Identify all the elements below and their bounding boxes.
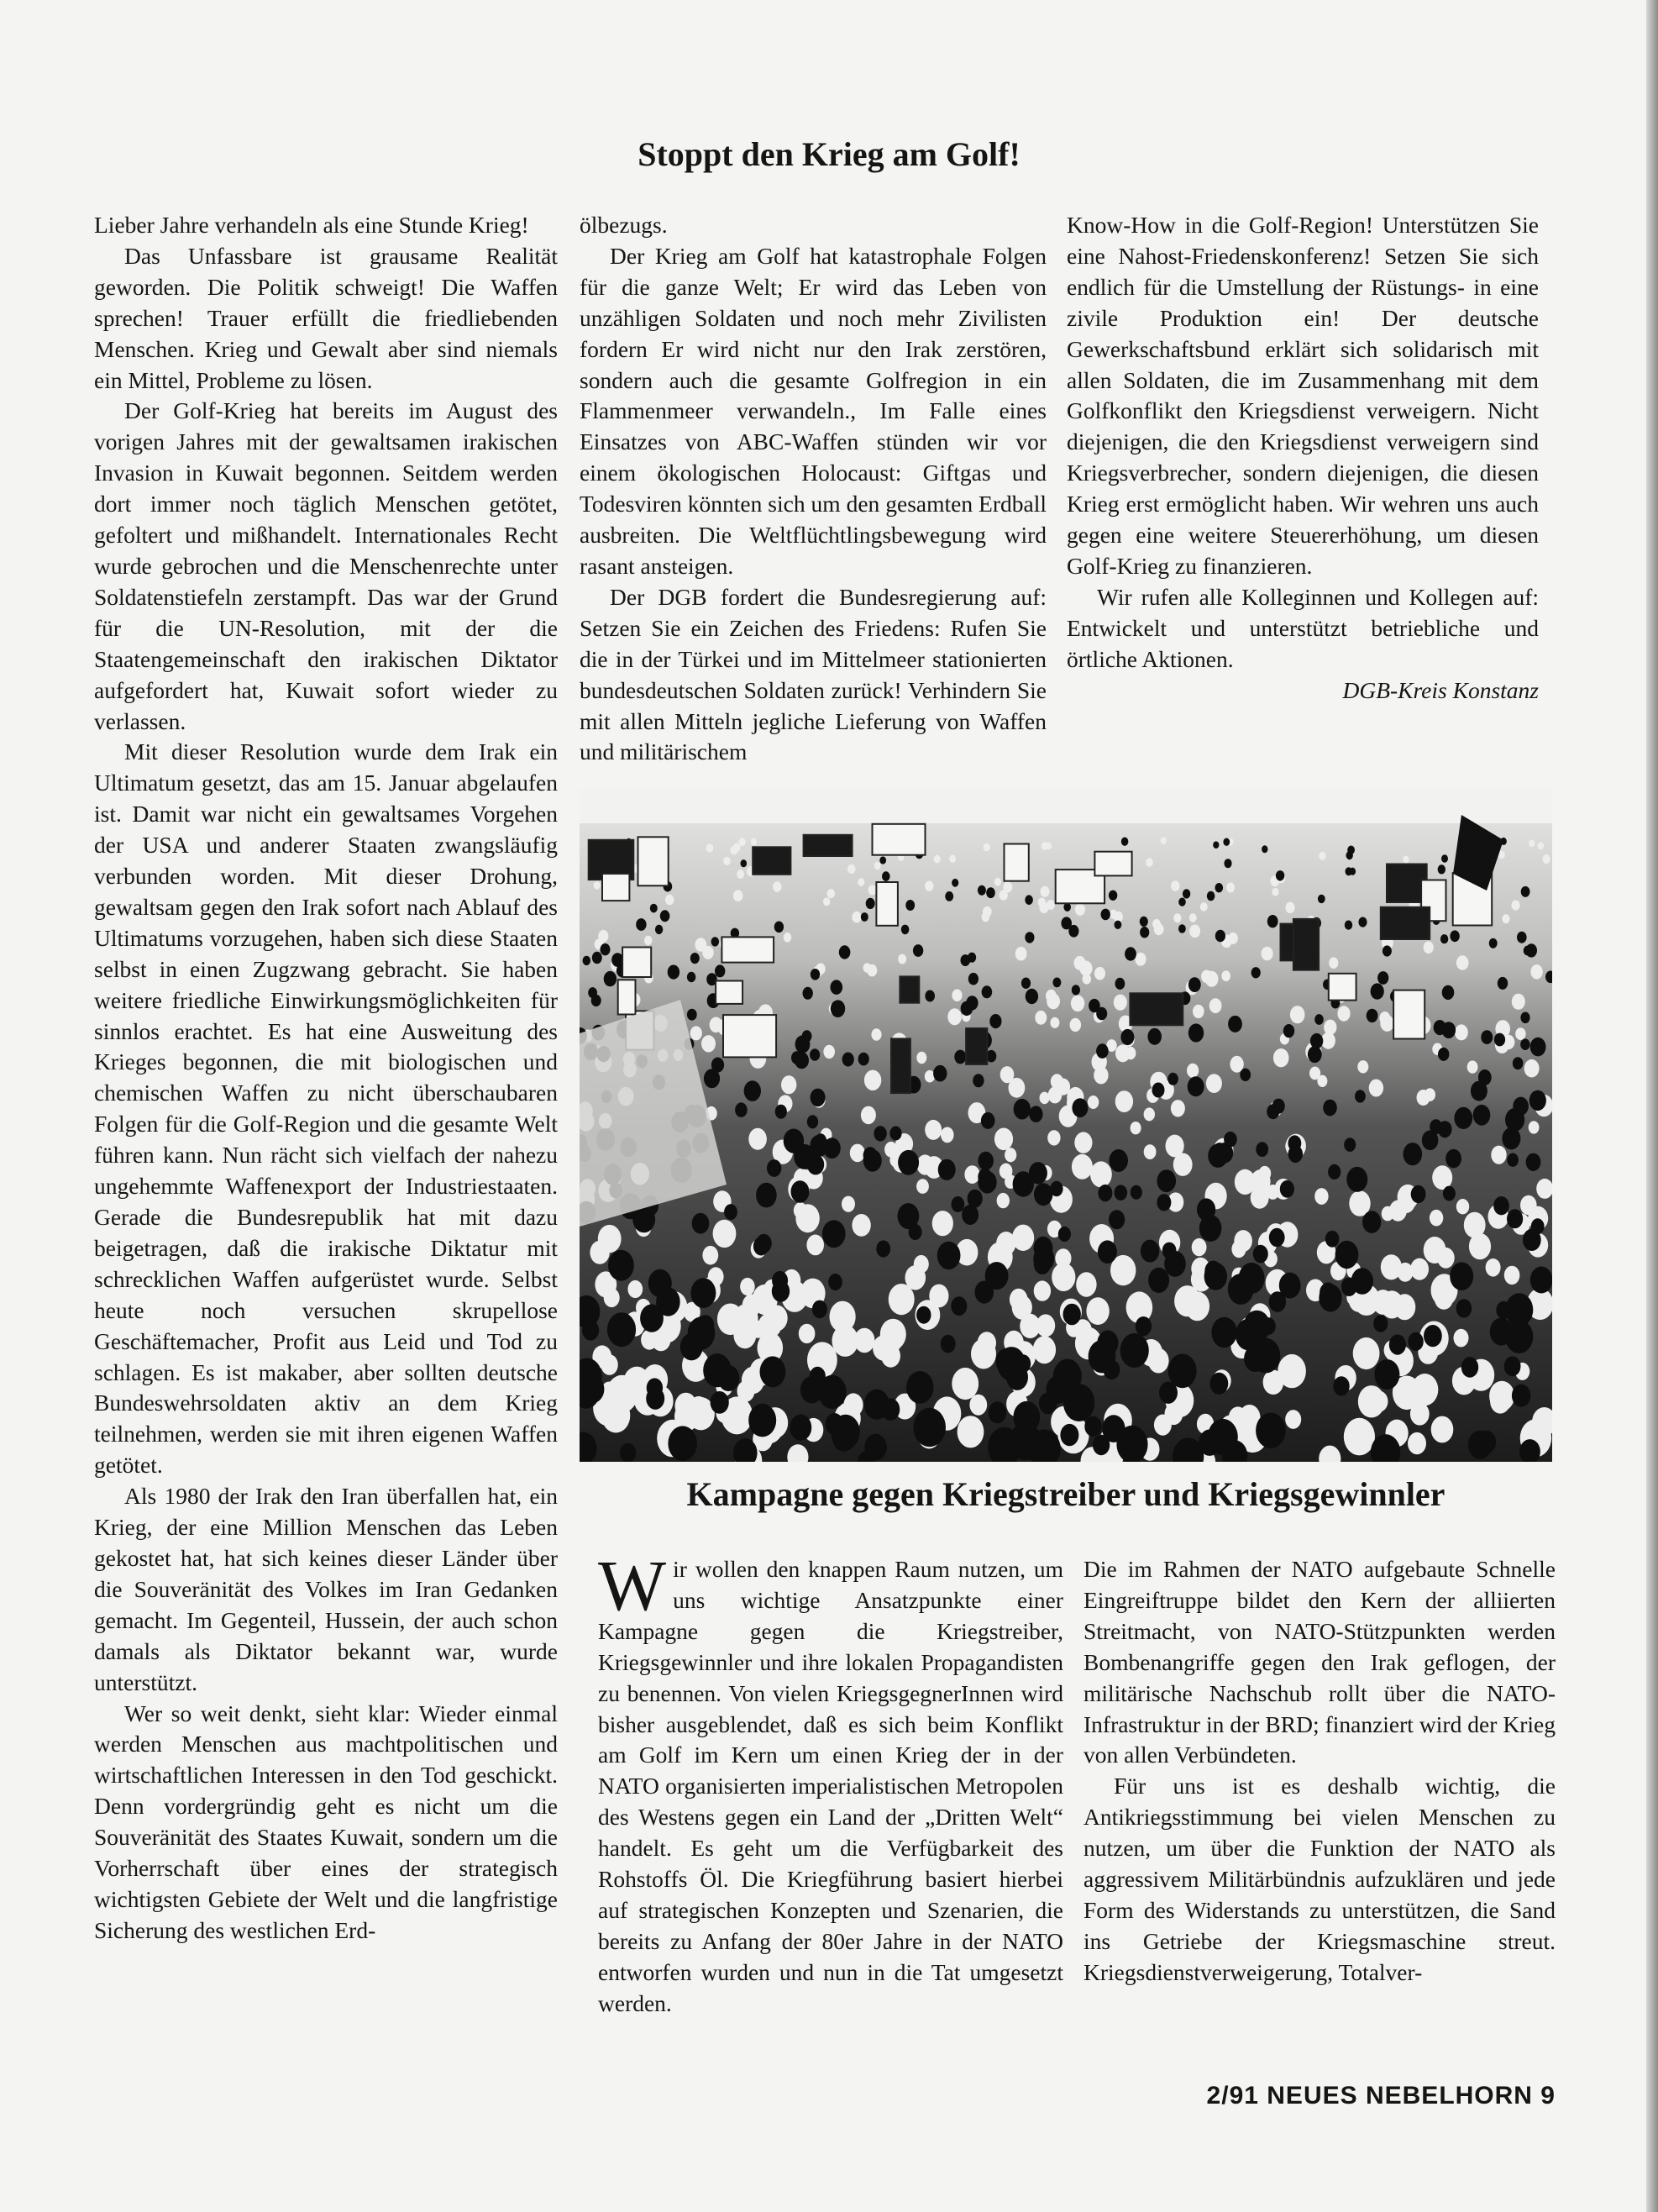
paragraph: Als 1980 der Irak den Iran überfallen hat, ein Krieg, der eine Million Menschen das Leben gekostet hat, hat sich keines dieser Länder über die Souveränität des Volkes im Iran Gedanken gemacht. Im Gegenteil, Hussein, der auch schon damals als Diktator bekannt war, wurde unterstützt. bbox=[94, 1483, 558, 1695]
paragraph: Wir rufen alle Kolleginnen und Kollegen auf: Entwickelt und unterstützt betriebliche und örtliche Aktionen. bbox=[1067, 583, 1539, 672]
signature: DGB-Kreis Konstanz bbox=[1342, 676, 1539, 703]
paragraph: Der DGB fordert die Bundesregierung auf: Setzen Sie ein Zeichen des Friedens: Rufen Sie die in der Türkei und im Mittelmeer stationierten bundesdeutschen Soldaten zurück! Verhindern Sie mit allen Mitteln jegliche Lieferung von Waffen und militärischem bbox=[580, 583, 1047, 765]
paragraph: ölbezugs. bbox=[580, 212, 668, 238]
article-title-2: Kampagne gegen Kriegstreiber und Kriegsgewinnler bbox=[686, 1475, 1446, 1513]
paragraph: Der Golf-Krieg hat bereits im August des vorigen Jahres mit der gewaltsamen irakischen Invasion in Kuwait begonnen. Seitdem werden dort immer noch täglich Menschen getötet, gefoltert und mißhandelt. Internationales Recht wurde gebrochen und die Menschenrechte unter Soldatenstiefeln zerstampft. Das war der Grund für die UN-Resolution, mit der die Staatengemeinschaft den irakischen Diktator aufgefordert hat, Kuwait sofort wieder zu verlassen. bbox=[94, 397, 558, 734]
crowd-photo-graphic bbox=[580, 790, 1552, 1462]
paragraph: Die im Rahmen der NATO aufgebaute Schnelle Eingreiftruppe bildet den Kern der alliierten Streitmacht, von NATO-Stützpunkten werden Bombenangriffe gegen den Irak geflogen, der militärische Nachschub rollt über die NATO-Infrastruktur in der BRD; finanziert wird der Krieg von allen Verbündeten. bbox=[1083, 1556, 1556, 1768]
article-column-2 bbox=[580, 210, 1047, 768]
page-footer: 2/91 NEUES NEBELHORN 9 bbox=[1206, 2082, 1556, 2110]
paragraph: Know-How in die Golf-Region! Unterstützen Sie eine Nahost-Friedenskonferenz! Setzen Sie sich endlich für die Umstellung der Rüstungs- in eine zivile Produktion ein! Der deutsche Gewerkschaftsbund erklärt sich solidarisch mit allen Soldaten, die im Zusammenhang mit dem Golfkonflikt den Kriegsdienst verweigern. Nicht diejenigen, die den Kriegsdienst verweigern sind Kriegsverbrecher, sondern diejenigen, die diesen Krieg erst ermöglicht haben. Wir wehren uns auch gegen eine weitere Steuererhöhung, um diesen Golf-Krieg zu finanzieren. bbox=[1067, 212, 1539, 579]
paragraph: Das Unfassbare ist grausame Realität geworden. Die Politik schweigt! Die Waffen sprechen! Trauer erfüllt die friedliebenden Menschen. Krieg und Gewalt aber sind niemals ein Mittel, Probleme zu lösen. bbox=[94, 242, 558, 393]
article-column-1 bbox=[94, 210, 558, 1947]
paragraph: Lieber Jahre verhandeln als eine Stunde Krieg! bbox=[94, 212, 529, 238]
crowd-photo bbox=[580, 790, 1552, 1462]
page-title: Stoppt den Krieg am Golf! bbox=[637, 135, 1021, 173]
article-column-5 bbox=[1083, 1554, 1556, 1989]
page-edge bbox=[1646, 0, 1658, 2212]
drop-cap: W bbox=[598, 1545, 667, 1626]
paragraph: Der Krieg am Golf hat katastrophale Folgen für die ganze Welt; Er wird das Leben von unzähligen Soldaten und noch mehr Zivilisten fordern Er wird nicht nur den Irak zerstören, sondern auch die gesamte Golfregion in ein Flammenmeer verwandeln., Im Falle eines Einsatzes von ABC-Waffen stünden wir vor einem ökologischen Holocaust: Giftgas und Todesviren könnten sich um den gesamten Erdball ausbreiten. Die Weltflüchtlingsbewegung wird rasant ansteigen. bbox=[580, 242, 1047, 579]
article-column-4 bbox=[598, 1545, 1063, 2020]
paragraph: Für uns ist es deshalb wichtig, die Antikriegsstimmung bei vielen Menschen zu nutzen, um über die Funktion der NATO als aggressivem Militärbündnis aufzuklären und jede Form des Widerstands zu unterstützen, die Sand ins Getriebe der Kriegsmaschine streut. Kriegsdienstverweigerung, Totalver- bbox=[1083, 1773, 1556, 1985]
article-column-3 bbox=[1067, 210, 1539, 707]
paragraph: Wer so weit denkt, sieht klar: Wieder einmal werden Menschen aus machtpolitischen und wirtschaftlichen Interessen in den Tod geschickt. Denn vordergründig geht es nicht um die Souveränität des Staates Kuwait, sondern um die Vorherrschaft über eines der strategisch wichtigsten Gebiete der Welt und die langfristige Sicherung des westlichen Erd- bbox=[94, 1700, 558, 1943]
paragraph: Mit dieser Resolution wurde dem Irak ein Ultimatum gesetzt, das am 15. Januar abgelaufen ist. Damit war nicht ein gewaltsames Vorgehen der USA und anderer Staaten zwangsläufig verbunden worden. Mit dieser Drohung, gewaltsam gegen den Irak sofort nach Ablauf des Ultimatums vorzugehen, haben sich diese Staaten selbst in einen Zugzwang gebracht. Sie haben weitere friedliche Einwirkungsmöglichkeiten für sinnlos erachtet. Es hat eine Ausweitung des Krieges begonnen, die mit biologischen und chemischen Waffen zu nicht überschaubaren Folgen für die Golf-Region und die gesamte Welt führen kann. Nun rächt sich vielfach der nahezu ungehemmte Waffenexport der Industriestaaten. Gerade die Bundesrepublik hat mit dazu beigetragen, daß die irakische Diktatur mit schrecklichen Waffen aufgerüstet wurde. Selbst heute noch versuchen skrupellose Geschäftemacher, Profit aus Leid und Tod zu schlagen. Es ist makaber, aber sollten deutsche Bundeswehrsoldaten aktiv an dem Krieg teilnehmen, werden sie mit ihren eigenen Waffen getötet. bbox=[94, 738, 558, 1479]
paragraph: ir wollen den knappen Raum nutzen, um uns wichtige Ansatzpunkte einer Kampagne gegen die Kriegstreiber, Kriegsgewinnler und ihre lokalen Propagandisten zu benennen. Von vielen KriegsgegnerInnen wird bisher ausgeblendet, daß es sich beim Konflikt am Golf im Kern um einen Krieg der in der NATO organisierten imperialistischen Metropolen des Westens gegen ein Land der „Dritten Welt“ handelt. Es geht um die Verfügbarkeit des Rohstoffs Öl. Die Kriegführung basiert hierbei auf strategischen Konzepten und Szenarien, die bereits zu Anfang der 80er Jahre in der NATO entworfen wurden und nun in die Tat umgesetzt werden. bbox=[598, 1556, 1063, 2016]
